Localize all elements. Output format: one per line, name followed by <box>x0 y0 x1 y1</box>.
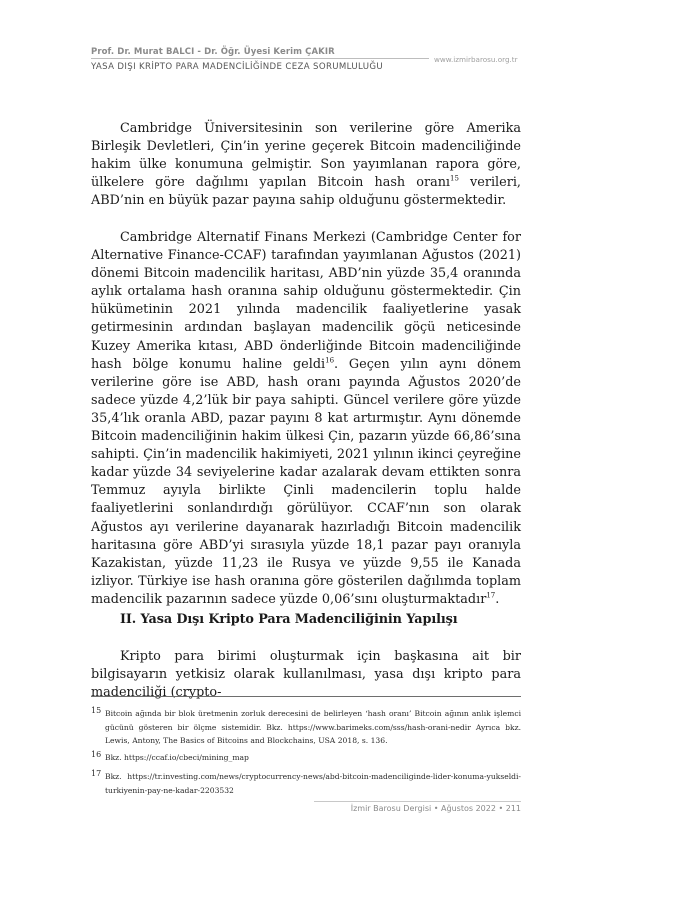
footnote-15 <box>91 707 521 748</box>
paragraph-1-text-end: verileri, ABD’nin en büyük pazar payına sahip olduğunu göstermektedir. <box>91 175 521 209</box>
footnote-ref-16[interactable]: 16 <box>325 356 335 365</box>
paragraph-2-text-mid: . Geçen yılın aynı dönem verilerine göre ise ABD, hash oranı payında Ağustos 2020’de sadece yüzde 4,2’lük bir paya sahipti. Güncel verilere göre yüzde 35,4’lık oranla ABD, pazar payını 8 kat artırmıştır. Aynı dönemde Bitcoin madenciliğinin hakim ülkesi Çin, pazarın yüzde 66,86’sına sahipti. Çin’in madencilik hakimiyeti, 2021 yılının ikinci çeyreğine kadar yüzde 34 seviyelerine kadar azalarak devam ettikten sonra Temmuz ayıyla birlikte Çinli madencilerin toplu halde faaliyetlerini sonlandırdığı görülüyor. CCAF’nın son olarak Ağustos ayı verilerine dayanarak hazırladığı Bitcoin madencilik haritasına göre ABD’yi sırasıyla yüzde 18,1 pazar payı oranıyla Kazakistan, yüzde 11,23 ile Rusya ve yüzde 9,55 ile Kanada izliyor. Türkiye ise hash oranına göre gösterilen dağılımda toplam madencilik pazarının sadece yüzde 0,06’sını oluşturmaktadır <box>91 356 521 607</box>
footnote-number: 16 <box>91 750 102 759</box>
paragraph-2-text: Cambridge Alternatif Finans Merkezi (Cambridge Center for Alternative Finance-CCAF) tarafından yayımlanan Ağustos (2021) dönemi Bitcoin madencilik haritası, ABD’nin yüzde 35,4 oranında aylık ortalama hash oranına sahip olduğunu göstermektedir. Çin hükümetinin 2021 yılında madencilik faaliyetlerine yasak getirmesinin ardından başlayan madencilik göçü neticesinde Kuzey Amerika kıtası, ABD önderliğinde Bitcoin madenciliğinde hash bölge konumu haline geldi <box>91 230 521 372</box>
footnote-ref-15[interactable]: 15 <box>450 175 459 184</box>
paragraph-2 <box>91 229 521 609</box>
page-footer: İzmir Barosu Dergisi • Ağustos 2022 • 211 <box>350 804 521 813</box>
header-rule <box>91 58 429 59</box>
footnote-text[interactable]: Bkz. https://tr.investing.com/news/cryptocurrency-news/abd-bitcoin-madenciliginde-lider-konuma-yukseldi-turkiyenin-pay-ne-kadar-2203532 <box>105 772 521 795</box>
running-header-authors: Prof. Dr. Murat BALCI - Dr. Öğr. Üyesi Kerim ÇAKIR <box>91 47 335 57</box>
section-heading: II. Yasa Dışı Kripto Para Madenciliğinin Yapılışı <box>120 612 458 627</box>
paragraph-1 <box>91 120 521 210</box>
footnote-text: Bitcoin ağında bir blok üretmenin zorluk derecesini de belirleyen ‘hash oranı’ Bitcoin ağının anlık işlemci gücünü gösteren bir ölçme sistemidir. Bkz. https://www.barimeks.com/sss/hash-orani-nedir Ayrıca bkz. Lewis, Antony, The Basics of Bitcoins and Blockchains, USA 2018, s. 136. <box>105 709 521 745</box>
footnote-separator <box>91 696 521 697</box>
header-url[interactable]: www.izmirbarosu.org.tr <box>434 55 518 64</box>
paragraph-2-text-end: . <box>495 591 500 607</box>
footer-rule <box>314 801 521 802</box>
paragraph-3-text: Kripto para birimi oluşturmak için başkasına ait bir bilgisayarın yetkisiz olarak kullanılması, yasa dışı kripto para madenciliği (crypto- <box>91 649 521 701</box>
paragraph-3 <box>91 648 521 702</box>
footnote-number: 15 <box>91 706 102 715</box>
footnote-17 <box>91 770 521 797</box>
footnote-ref-17[interactable]: 17 <box>486 591 496 600</box>
paragraph-1-text: Cambridge Üniversitesinin son verilerine göre Amerika Birleşik Devletleri, Çin’in yerine geçerek Bitcoin madenciliğinde hakim ülke konumuna gelmiştir. Son yayımlanan rapora göre, ülkelere göre dağılımı yapılan Bitcoin hash oranı <box>91 121 521 191</box>
footnote-16 <box>91 751 521 765</box>
footnote-text[interactable]: Bkz. https://ccaf.io/cbeci/mining_map <box>105 753 249 762</box>
running-header-title: YASA DIŞI KRİPTO PARA MADENCİLİĞİNDE CEZA SORUMLULUĞU <box>91 62 384 72</box>
footnote-number: 17 <box>91 769 102 778</box>
